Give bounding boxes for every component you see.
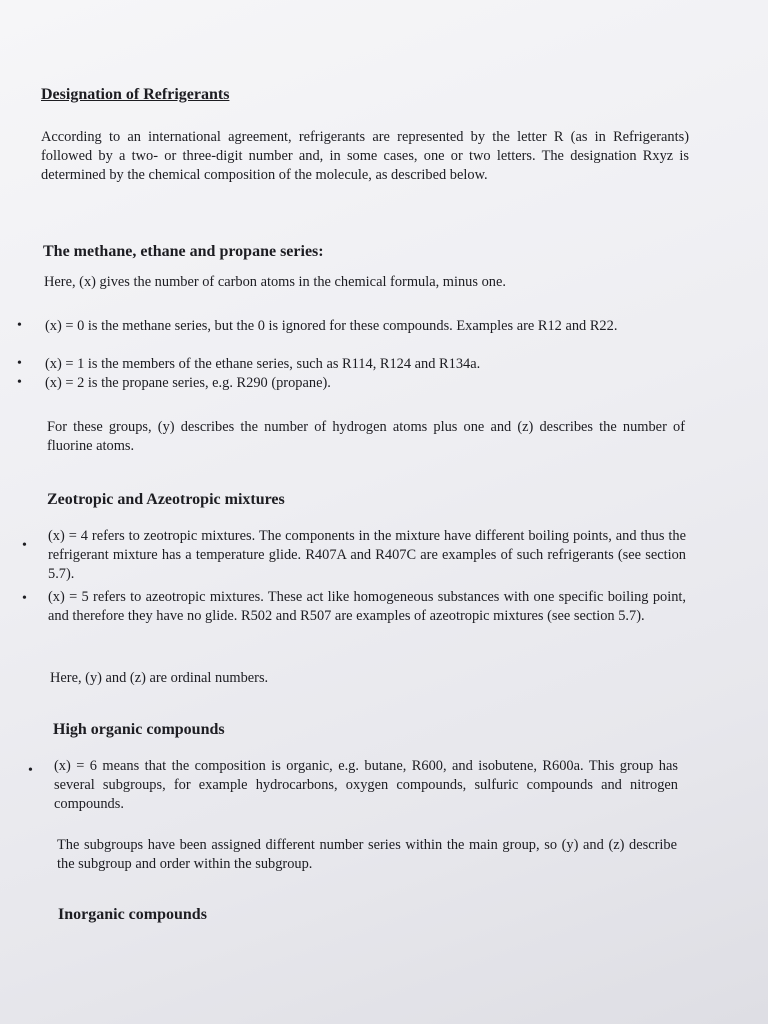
- intro-paragraph: According to an international agreement, refrigerants are represented by the letter R (as in Refrigerants) followed by a two- or three-digit number and, in some cases, one or two letters. The designation Rxyz is determined by the chemical composition of the molecule, as described below.: [41, 129, 689, 183]
- methane-series-heading: The methane, ethane and propane series:: [43, 243, 324, 260]
- bullet-marker: •: [17, 356, 22, 371]
- mixtures-bullet-0: (x) = 4 refers to zeotropic mixtures. The components in the mixture have different boiling points, and thus the refrigerant mixture has a temperature glide. R407A and R407C are examples of such refrigerants (see section 5.7).: [48, 528, 686, 582]
- organic-heading: High organic compounds: [53, 721, 225, 738]
- inorganic-heading: Inorganic compounds: [58, 906, 207, 923]
- methane-series-lead: Here, (x) gives the number of carbon atoms in the chemical formula, minus one.: [44, 274, 506, 290]
- bullet-marker: •: [22, 538, 27, 553]
- bullet-marker: •: [22, 591, 27, 606]
- document-title: Designation of Refrigerants: [41, 86, 230, 103]
- methane-bullet-2: (x) = 2 is the propane series, e.g. R290 (propane).: [45, 375, 331, 391]
- mixtures-tail: Here, (y) and (z) are ordinal numbers.: [50, 670, 269, 686]
- bullet-marker: •: [17, 375, 22, 390]
- methane-series-tail: For these groups, (y) describes the number of hydrogen atoms plus one and (z) describes the number of fluorine atoms.: [47, 419, 685, 454]
- organic-bullet-0: (x) = 6 means that the composition is organic, e.g. butane, R600, and isobutene, R600a. This group has several subgroups, for example hydrocarbons, oxygen compounds, sulfuric compounds and nitrogen compounds.: [54, 758, 678, 812]
- organic-tail: The subgroups have been assigned different number series within the main group, so (y) and (z) describe the subgroup and order within the subgroup.: [57, 837, 677, 872]
- mixtures-bullet-1: (x) = 5 refers to azeotropic mixtures. These act like homogeneous substances with one specific boiling point, and therefore they have no glide. R502 and R507 are examples of azeotropic mixtures (see section 5.7).: [48, 589, 686, 624]
- bullet-marker: •: [28, 763, 33, 778]
- methane-bullet-1: (x) = 1 is the members of the ethane series, such as R114, R124 and R134a.: [45, 356, 481, 372]
- methane-bullet-0: (x) = 0 is the methane series, but the 0 is ignored for these compounds. Examples are R12 and R22.: [45, 318, 618, 334]
- mixtures-heading: Zeotropic and Azeotropic mixtures: [47, 491, 285, 508]
- bullet-marker: •: [17, 318, 22, 333]
